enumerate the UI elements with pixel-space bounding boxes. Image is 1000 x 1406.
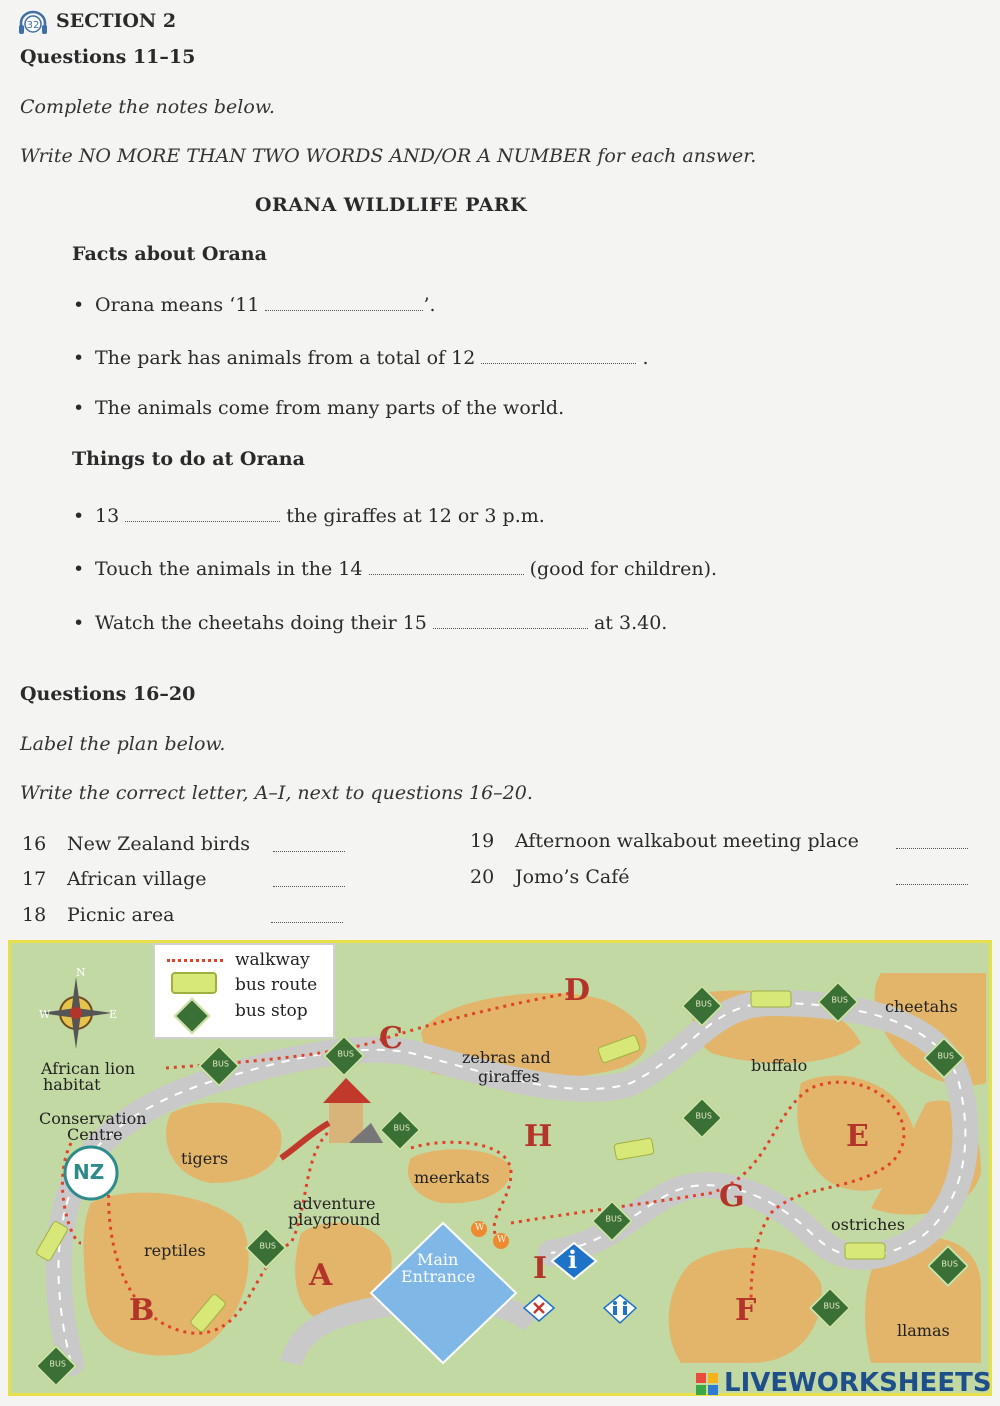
- answer-19-blank[interactable]: [896, 847, 968, 849]
- thing-3: [95, 612, 667, 634]
- label-conservation: Conservation: [39, 1109, 147, 1128]
- park-plan-map: [8, 940, 992, 1396]
- thing-2: [95, 558, 717, 580]
- bus-stop-text: BUS: [393, 1123, 410, 1133]
- label-entrance: Entrance: [401, 1267, 476, 1286]
- thing-3-suffix: at 3.40.: [593, 612, 668, 634]
- letter-a: A: [309, 1258, 333, 1293]
- thing-2-suffix: (good for children).: [529, 558, 718, 580]
- fact-1-prefix: Orana means ‘11: [95, 294, 260, 316]
- q16-label: New Zealand birds: [67, 833, 251, 855]
- compass-north-label: N: [76, 966, 86, 979]
- bus-stop-text: BUS: [937, 1051, 954, 1061]
- map-legend: [153, 943, 335, 1039]
- bus-icon-1: [751, 991, 791, 1007]
- w-marker-label-2: W: [497, 1235, 507, 1245]
- label-reptiles: reptiles: [144, 1241, 206, 1260]
- compass-rose-icon: [40, 977, 112, 1049]
- q18-number: 18: [22, 904, 47, 926]
- answer-18-blank[interactable]: [271, 921, 343, 923]
- letter-d: D: [564, 973, 591, 1008]
- fact-2: [95, 347, 648, 369]
- bus-stop-text: BUS: [831, 995, 848, 1005]
- q17-number: 17: [22, 868, 47, 890]
- bus-stop-text: BUS: [259, 1241, 276, 1251]
- track-badge: [18, 10, 46, 34]
- headphones-icon: [18, 10, 48, 36]
- letter-e: E: [846, 1119, 869, 1154]
- fact-2-suffix: .: [642, 347, 649, 369]
- label-tigers: tigers: [181, 1149, 229, 1168]
- bus-stop-text: BUS: [49, 1359, 66, 1369]
- nz-badge-text: NZ: [73, 1160, 105, 1184]
- label-african-lion: African lion: [41, 1059, 136, 1078]
- letter-i: I: [533, 1251, 548, 1286]
- thing-3-prefix: Watch the cheetahs doing their 15: [95, 612, 427, 634]
- questions-11-15-title: Questions 11–15: [20, 46, 196, 68]
- thing-1-prefix: 13: [95, 505, 120, 527]
- fact-3: • The animals come from many parts of the world.: [95, 397, 564, 419]
- label-adventure: adventure: [293, 1194, 376, 1213]
- facts-heading: Facts about Orana: [72, 243, 267, 265]
- instruction-label-plan: Label the plan below.: [20, 733, 226, 755]
- compass-west-label: W: [39, 1008, 51, 1021]
- label-zebras-and: zebras and: [462, 1048, 551, 1067]
- q17-label: African village: [67, 868, 207, 890]
- instruction-word-limit: Write NO MORE THAN TWO WORDS AND/OR A NUMBER for each answer.: [20, 145, 757, 167]
- bus-icon-4: [845, 1243, 885, 1259]
- toilets-diamond: [604, 1295, 636, 1323]
- questions-16-20-title: Questions 16–20: [20, 683, 196, 705]
- answer-12-blank[interactable]: [481, 353, 636, 364]
- label-playground: playground: [288, 1210, 381, 1229]
- w-marker-label-1: W: [475, 1223, 485, 1233]
- label-meerkats: meerkats: [414, 1168, 490, 1187]
- letter-g: G: [719, 1179, 745, 1214]
- legend-bus-stop: bus stop: [235, 1001, 308, 1021]
- thing-1: [95, 505, 545, 527]
- fact-1: [95, 294, 436, 316]
- liveworksheets-watermark: LIVEWORKSHEETS: [724, 1368, 992, 1398]
- bus-stop-legend-icon: [174, 998, 211, 1035]
- q18-label: Picnic area: [67, 904, 175, 926]
- bus-stop-text: BUS: [337, 1049, 354, 1059]
- q19-number: 19: [470, 830, 495, 852]
- label-main: Main: [417, 1250, 459, 1269]
- section-title: SECTION 2: [56, 10, 177, 32]
- answer-11-blank[interactable]: [265, 300, 423, 311]
- legend-bus-route: bus route: [235, 975, 318, 995]
- label-centre: Centre: [67, 1125, 123, 1144]
- label-cheetahs: cheetahs: [885, 997, 958, 1016]
- bus-legend-icon: [171, 972, 217, 994]
- compass-east-label: E: [109, 1008, 118, 1021]
- playground-icon: [281, 1078, 383, 1158]
- answer-15-blank[interactable]: [433, 618, 588, 629]
- instruction-letters: Write the correct letter, A–I, next to questions 16–20.: [20, 782, 533, 804]
- bus-stop-text: BUS: [212, 1059, 229, 1069]
- notes-title: ORANA WILDLIFE PARK: [255, 194, 528, 216]
- bus-stop-text: BUS: [941, 1259, 958, 1269]
- bus-stop-text: BUS: [605, 1214, 622, 1224]
- enclosure-b: [84, 1193, 249, 1356]
- bus-stop-text: BUS: [823, 1301, 840, 1311]
- enclosure-tigers: [166, 1103, 282, 1183]
- letter-f: F: [735, 1293, 757, 1328]
- label-buffalo: buffalo: [751, 1056, 808, 1075]
- q20-number: 20: [470, 866, 495, 888]
- letter-c: C: [379, 1021, 403, 1056]
- q19-label: Afternoon walkabout meeting place: [515, 830, 859, 852]
- letter-b: B: [129, 1293, 155, 1328]
- legend-walkway: walkway: [235, 950, 310, 970]
- track-number: 32: [26, 20, 40, 31]
- instruction-complete-notes: Complete the notes below.: [20, 96, 275, 118]
- thing-2-prefix: Touch the animals in the 14: [95, 558, 363, 580]
- label-giraffes: giraffes: [478, 1067, 540, 1086]
- info-icon: i: [568, 1245, 578, 1274]
- answer-20-blank[interactable]: [896, 883, 968, 885]
- label-llamas: llamas: [897, 1321, 950, 1340]
- label-habitat: habitat: [43, 1075, 101, 1094]
- thing-1-suffix: the giraffes at 12 or 3 p.m.: [286, 505, 545, 527]
- letter-h: H: [524, 1119, 553, 1154]
- fact-1-suffix: ’.: [423, 294, 436, 316]
- answer-14-blank[interactable]: [369, 564, 524, 575]
- answer-17-blank[interactable]: [273, 885, 345, 887]
- label-ostriches: ostriches: [831, 1215, 905, 1234]
- answer-16-blank[interactable]: [273, 850, 345, 852]
- bus-stop-text: BUS: [695, 999, 712, 1009]
- bus-icon-3: [614, 1138, 654, 1160]
- q20-label: Jomo’s Café: [515, 866, 630, 888]
- liveworksheets-logo-icon: [696, 1373, 720, 1397]
- q16-number: 16: [22, 833, 47, 855]
- bus-stop-text: BUS: [695, 1111, 712, 1121]
- answer-13-blank[interactable]: [125, 511, 280, 522]
- walkway-legend-swatch: [167, 959, 223, 962]
- fact-2-prefix: The park has animals from a total of 12: [95, 347, 476, 369]
- things-heading: Things to do at Orana: [72, 448, 305, 470]
